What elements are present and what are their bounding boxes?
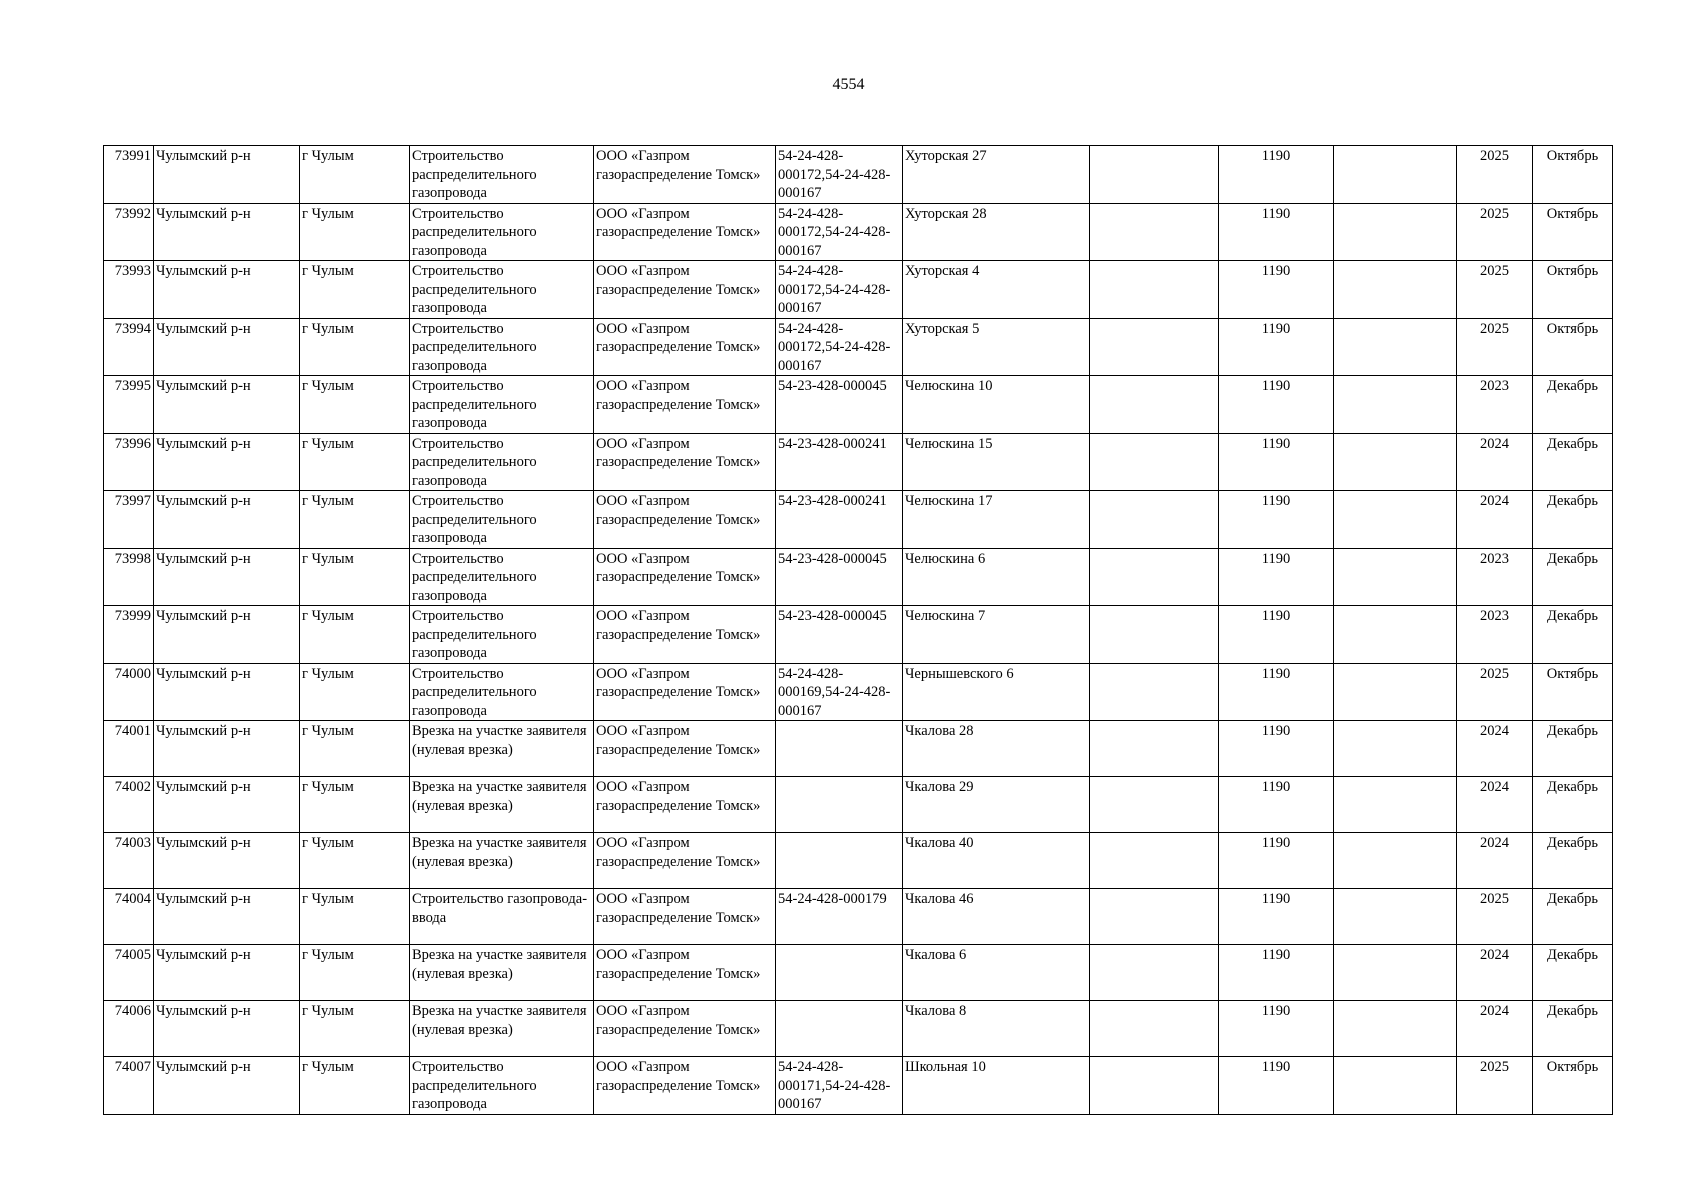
cadastral-number-cell: 54-23-428-000241 [776, 491, 903, 549]
district-cell: Чулымский р-н [154, 721, 300, 777]
settlement-cell: г Чулым [300, 261, 410, 319]
year-cell: 2024 [1457, 777, 1533, 833]
cadastral-number-cell: 54-23-428-000045 [776, 376, 903, 434]
organization-cell: ООО «Газпром газораспределение Томск» [594, 777, 776, 833]
year-cell: 2024 [1457, 491, 1533, 549]
month-cell: Октябрь [1533, 1057, 1613, 1115]
district-cell: Чулымский р-н [154, 318, 300, 376]
year-cell: 2023 [1457, 376, 1533, 434]
organization-cell: ООО «Газпром газораспределение Томск» [594, 833, 776, 889]
value-cell: 1190 [1219, 203, 1334, 261]
organization-cell: ООО «Газпром газораспределение Томск» [594, 945, 776, 1001]
work-type-cell: Строительство распределительного газопровода [410, 376, 594, 434]
cadastral-number-cell: 54-24-428-000172,54-24-428-000167 [776, 318, 903, 376]
empty-cell [1334, 721, 1457, 777]
empty-cell [1090, 146, 1219, 204]
year-cell: 2024 [1457, 721, 1533, 777]
settlement-cell: г Чулым [300, 1001, 410, 1057]
settlement-cell: г Чулым [300, 606, 410, 664]
address-cell: Челюскина 10 [903, 376, 1090, 434]
cadastral-number-cell: 54-24-428-000172,54-24-428-000167 [776, 146, 903, 204]
settlement-cell: г Чулым [300, 663, 410, 721]
month-cell: Декабрь [1533, 548, 1613, 606]
address-cell: Хуторская 4 [903, 261, 1090, 319]
address-cell: Чкалова 46 [903, 889, 1090, 945]
empty-cell [1090, 1057, 1219, 1115]
empty-cell [1334, 491, 1457, 549]
row-number-cell: 73996 [104, 433, 154, 491]
value-cell: 1190 [1219, 889, 1334, 945]
work-type-cell: Врезка на участке заявителя (нулевая врезка) [410, 1001, 594, 1057]
empty-cell [1334, 318, 1457, 376]
row-number-cell: 73993 [104, 261, 154, 319]
empty-cell [1090, 548, 1219, 606]
year-cell: 2025 [1457, 889, 1533, 945]
district-cell: Чулымский р-н [154, 945, 300, 1001]
address-cell: Хуторская 27 [903, 146, 1090, 204]
organization-cell: ООО «Газпром газораспределение Томск» [594, 376, 776, 434]
row-number-cell: 73997 [104, 491, 154, 549]
cadastral-number-cell: 54-23-428-000045 [776, 606, 903, 664]
row-number-cell: 74001 [104, 721, 154, 777]
empty-cell [1090, 945, 1219, 1001]
district-cell: Чулымский р-н [154, 146, 300, 204]
empty-cell [1090, 777, 1219, 833]
month-cell: Декабрь [1533, 945, 1613, 1001]
year-cell: 2023 [1457, 606, 1533, 664]
work-type-cell: Врезка на участке заявителя (нулевая врезка) [410, 833, 594, 889]
work-type-cell: Строительство распределительного газопровода [410, 203, 594, 261]
cadastral-number-cell: 54-24-428-000172,54-24-428-000167 [776, 203, 903, 261]
work-type-cell: Строительство распределительного газопровода [410, 433, 594, 491]
organization-cell: ООО «Газпром газораспределение Томск» [594, 1057, 776, 1115]
value-cell: 1190 [1219, 146, 1334, 204]
table-row [104, 203, 1613, 261]
empty-cell [1090, 663, 1219, 721]
organization-cell: ООО «Газпром газораспределение Томск» [594, 1001, 776, 1057]
table-row [104, 491, 1613, 549]
empty-cell [1090, 833, 1219, 889]
year-cell: 2025 [1457, 1057, 1533, 1115]
gas-connection-table [103, 145, 1613, 1115]
cadastral-number-cell: 54-23-428-000241 [776, 433, 903, 491]
empty-cell [1334, 548, 1457, 606]
empty-cell [1334, 376, 1457, 434]
district-cell: Чулымский р-н [154, 433, 300, 491]
table-row [104, 146, 1613, 204]
empty-cell [1090, 203, 1219, 261]
row-number-cell: 74007 [104, 1057, 154, 1115]
address-cell: Чкалова 29 [903, 777, 1090, 833]
settlement-cell: г Чулым [300, 1057, 410, 1115]
empty-cell [1334, 889, 1457, 945]
address-cell: Челюскина 15 [903, 433, 1090, 491]
empty-cell [1334, 833, 1457, 889]
empty-cell [1090, 318, 1219, 376]
month-cell: Декабрь [1533, 777, 1613, 833]
empty-cell [1090, 261, 1219, 319]
district-cell: Чулымский р-н [154, 548, 300, 606]
district-cell: Чулымский р-н [154, 261, 300, 319]
year-cell: 2025 [1457, 261, 1533, 319]
address-cell: Челюскина 6 [903, 548, 1090, 606]
year-cell: 2025 [1457, 663, 1533, 721]
address-cell: Хуторская 28 [903, 203, 1090, 261]
address-cell: Хуторская 5 [903, 318, 1090, 376]
organization-cell: ООО «Газпром газораспределение Томск» [594, 261, 776, 319]
organization-cell: ООО «Газпром газораспределение Томск» [594, 606, 776, 664]
empty-cell [1334, 1057, 1457, 1115]
month-cell: Декабрь [1533, 433, 1613, 491]
work-type-cell: Врезка на участке заявителя (нулевая врезка) [410, 721, 594, 777]
value-cell: 1190 [1219, 491, 1334, 549]
value-cell: 1190 [1219, 777, 1334, 833]
cadastral-number-cell: 54-23-428-000045 [776, 548, 903, 606]
address-cell: Челюскина 17 [903, 491, 1090, 549]
work-type-cell: Строительство распределительного газопровода [410, 548, 594, 606]
district-cell: Чулымский р-н [154, 889, 300, 945]
table-row [104, 433, 1613, 491]
empty-cell [1090, 889, 1219, 945]
cadastral-number-cell: 54-24-428-000169,54-24-428-000167 [776, 663, 903, 721]
row-number-cell: 74002 [104, 777, 154, 833]
table-row [104, 777, 1613, 833]
year-cell: 2024 [1457, 1001, 1533, 1057]
organization-cell: ООО «Газпром газораспределение Томск» [594, 889, 776, 945]
empty-cell [1334, 433, 1457, 491]
row-number-cell: 73991 [104, 146, 154, 204]
settlement-cell: г Чулым [300, 548, 410, 606]
table-row [104, 945, 1613, 1001]
district-cell: Чулымский р-н [154, 663, 300, 721]
value-cell: 1190 [1219, 663, 1334, 721]
empty-cell [1334, 1001, 1457, 1057]
month-cell: Октябрь [1533, 663, 1613, 721]
cadastral-number-cell [776, 777, 903, 833]
organization-cell: ООО «Газпром газораспределение Томск» [594, 146, 776, 204]
empty-cell [1090, 721, 1219, 777]
month-cell: Октябрь [1533, 146, 1613, 204]
month-cell: Октябрь [1533, 203, 1613, 261]
cadastral-number-cell: 54-24-428-000171,54-24-428-000167 [776, 1057, 903, 1115]
value-cell: 1190 [1219, 1001, 1334, 1057]
table-row [104, 1057, 1613, 1115]
empty-cell [1334, 261, 1457, 319]
empty-cell [1334, 606, 1457, 664]
organization-cell: ООО «Газпром газораспределение Томск» [594, 491, 776, 549]
cadastral-number-cell [776, 1001, 903, 1057]
year-cell: 2024 [1457, 945, 1533, 1001]
table-row [104, 261, 1613, 319]
table-row [104, 318, 1613, 376]
work-type-cell: Строительство распределительного газопровода [410, 318, 594, 376]
settlement-cell: г Чулым [300, 721, 410, 777]
value-cell: 1190 [1219, 433, 1334, 491]
work-type-cell: Строительство распределительного газопровода [410, 1057, 594, 1115]
month-cell: Декабрь [1533, 376, 1613, 434]
district-cell: Чулымский р-н [154, 833, 300, 889]
empty-cell [1334, 146, 1457, 204]
district-cell: Чулымский р-н [154, 777, 300, 833]
settlement-cell: г Чулым [300, 318, 410, 376]
year-cell: 2025 [1457, 318, 1533, 376]
work-type-cell: Строительство распределительного газопровода [410, 146, 594, 204]
settlement-cell: г Чулым [300, 491, 410, 549]
address-cell: Чкалова 8 [903, 1001, 1090, 1057]
settlement-cell: г Чулым [300, 203, 410, 261]
table-row [104, 548, 1613, 606]
year-cell: 2025 [1457, 203, 1533, 261]
empty-cell [1090, 606, 1219, 664]
settlement-cell: г Чулым [300, 777, 410, 833]
settlement-cell: г Чулым [300, 146, 410, 204]
address-cell: Школьная 10 [903, 1057, 1090, 1115]
organization-cell: ООО «Газпром газораспределение Томск» [594, 203, 776, 261]
table-row [104, 833, 1613, 889]
cadastral-number-cell [776, 721, 903, 777]
address-cell: Чкалова 6 [903, 945, 1090, 1001]
organization-cell: ООО «Газпром газораспределение Томск» [594, 433, 776, 491]
address-cell: Чкалова 40 [903, 833, 1090, 889]
value-cell: 1190 [1219, 548, 1334, 606]
empty-cell [1090, 376, 1219, 434]
table-row [104, 1001, 1613, 1057]
month-cell: Декабрь [1533, 606, 1613, 664]
cadastral-number-cell [776, 833, 903, 889]
year-cell: 2024 [1457, 833, 1533, 889]
cadastral-number-cell [776, 945, 903, 1001]
work-type-cell: Строительство распределительного газопровода [410, 261, 594, 319]
value-cell: 1190 [1219, 318, 1334, 376]
value-cell: 1190 [1219, 1057, 1334, 1115]
month-cell: Декабрь [1533, 833, 1613, 889]
value-cell: 1190 [1219, 261, 1334, 319]
district-cell: Чулымский р-н [154, 606, 300, 664]
year-cell: 2023 [1457, 548, 1533, 606]
value-cell: 1190 [1219, 945, 1334, 1001]
empty-cell [1334, 203, 1457, 261]
district-cell: Чулымский р-н [154, 1001, 300, 1057]
settlement-cell: г Чулым [300, 945, 410, 1001]
page-number: 4554 [832, 76, 865, 93]
organization-cell: ООО «Газпром газораспределение Томск» [594, 548, 776, 606]
empty-cell [1334, 945, 1457, 1001]
organization-cell: ООО «Газпром газораспределение Томск» [594, 663, 776, 721]
cadastral-number-cell: 54-24-428-000172,54-24-428-000167 [776, 261, 903, 319]
empty-cell [1090, 1001, 1219, 1057]
row-number-cell: 73998 [104, 548, 154, 606]
district-cell: Чулымский р-н [154, 491, 300, 549]
year-cell: 2024 [1457, 433, 1533, 491]
work-type-cell: Строительство распределительного газопровода [410, 663, 594, 721]
table-row [104, 606, 1613, 664]
work-type-cell: Строительство распределительного газопровода [410, 606, 594, 664]
work-type-cell: Врезка на участке заявителя (нулевая врезка) [410, 945, 594, 1001]
value-cell: 1190 [1219, 606, 1334, 664]
table-row [104, 376, 1613, 434]
address-cell: Челюскина 7 [903, 606, 1090, 664]
settlement-cell: г Чулым [300, 376, 410, 434]
year-cell: 2025 [1457, 146, 1533, 204]
month-cell: Октябрь [1533, 318, 1613, 376]
row-number-cell: 74006 [104, 1001, 154, 1057]
settlement-cell: г Чулым [300, 889, 410, 945]
month-cell: Декабрь [1533, 721, 1613, 777]
table-row [104, 721, 1613, 777]
empty-cell [1334, 663, 1457, 721]
row-number-cell: 73992 [104, 203, 154, 261]
row-number-cell: 74000 [104, 663, 154, 721]
settlement-cell: г Чулым [300, 833, 410, 889]
row-number-cell: 74004 [104, 889, 154, 945]
district-cell: Чулымский р-н [154, 1057, 300, 1115]
district-cell: Чулымский р-н [154, 203, 300, 261]
month-cell: Октябрь [1533, 261, 1613, 319]
empty-cell [1090, 433, 1219, 491]
table-body [104, 146, 1613, 1115]
value-cell: 1190 [1219, 833, 1334, 889]
cadastral-number-cell: 54-24-428-000179 [776, 889, 903, 945]
empty-cell [1334, 777, 1457, 833]
address-cell: Чкалова 28 [903, 721, 1090, 777]
work-type-cell: Строительство распределительного газопровода [410, 491, 594, 549]
district-cell: Чулымский р-н [154, 376, 300, 434]
table-row [104, 889, 1613, 945]
work-type-cell: Врезка на участке заявителя (нулевая врезка) [410, 777, 594, 833]
row-number-cell: 73999 [104, 606, 154, 664]
organization-cell: ООО «Газпром газораспределение Томск» [594, 318, 776, 376]
work-type-cell: Строительство газопровода-ввода [410, 889, 594, 945]
month-cell: Декабрь [1533, 1001, 1613, 1057]
row-number-cell: 74003 [104, 833, 154, 889]
value-cell: 1190 [1219, 376, 1334, 434]
row-number-cell: 73995 [104, 376, 154, 434]
row-number-cell: 74005 [104, 945, 154, 1001]
table-row [104, 663, 1613, 721]
organization-cell: ООО «Газпром газораспределение Томск» [594, 721, 776, 777]
row-number-cell: 73994 [104, 318, 154, 376]
address-cell: Чернышевского 6 [903, 663, 1090, 721]
value-cell: 1190 [1219, 721, 1334, 777]
month-cell: Декабрь [1533, 889, 1613, 945]
empty-cell [1090, 491, 1219, 549]
month-cell: Декабрь [1533, 491, 1613, 549]
settlement-cell: г Чулым [300, 433, 410, 491]
